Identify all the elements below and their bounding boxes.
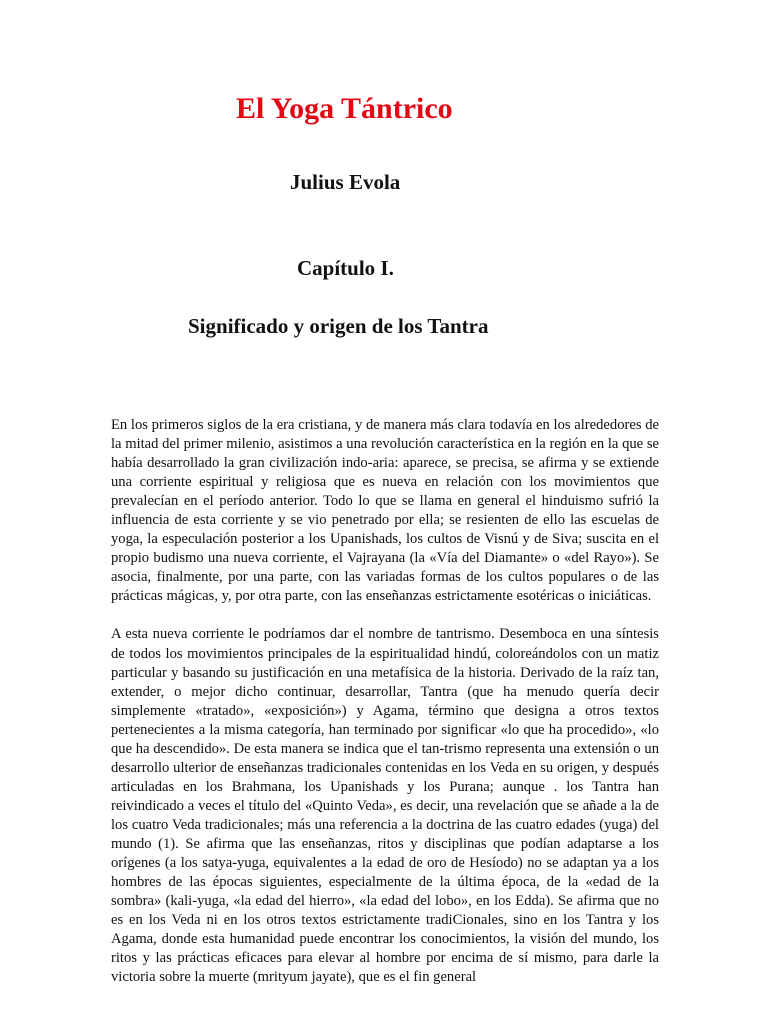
paragraph-2: A esta nueva corriente le podríamos dar el nombre de tantrismo. Desemboca en una síntesis de todos los movimientos principales de la espiritualidad hindú, coloreándolos con un matiz particular y basando su justificación en una metafísica de la historia. Derivado de la raíz tan, extender, o mejor dicho continuar, desarrollar, Tantra (que ha menudo quería decir simplemente «tratado», «exposición») y Agama, término que designa a otros textos pertenecientes a la misma categoría, han terminado por significar «lo que ha procedido», «lo que ha descendido». De esta manera se indica que el tan-trismo representa una extensión o un desarrollo ulterior de enseñanzas tradicionales contenidas en los Veda en su origen, y después articuladas en los Brahmana, los Upanishads y los Purana; aunque . los Tantra han reivindicado a veces el título del «Quinto Veda», es decir, una revelación que se añade a la de los cuatro Veda tradicionales; más una referencia a la doctrina de las cuatro edades (yuga) del mundo (1). Se afirma que las enseñanzas, ritos y disciplinas que podían adaptarse a los orígenes (a los satya-yuga, equivalentes a la edad de oro de Hesíodo) no se adaptan ya a los hombres de las épocas siguientes, especialmente de la última época, de la «edad de la sombra» (kali-yuga, «la edad del hierro», «la edad del lobo», en los Edda). Se afirma que no es en los Veda ni en los otros textos estrictamente tradiCionales, sino en los Tantra y los Agama, donde esta humanidad puede encontrar los conocimientos, la visión del mundo, los ritos y las prácticas eficaces para elevar al hombre por encima de sí mismo, para darle la victoria sobre la muerte (mrityum jayate), que es el fin general [111, 626, 659, 986]
chapter-heading: Capítulo I. [297, 256, 394, 280]
chapter-subtitle: Significado y origen de los Tantra [188, 314, 489, 338]
body-text [111, 416, 659, 987]
author-name: Julius Evola [290, 170, 401, 194]
paragraph-1: En los primeros siglos de la era cristiana, y de manera más clara todavía en los alrededores de la mitad del primer milenio, asistimos a una revolución característica en la región en la que se había desarrollado la gran civilización indo-aria: aparece, se precisa, se afirma y se extiende una corriente espiritual y religiosa que es nueva en relación con los movimientos que prevalecían en el período anterior. Todo lo que se llama en general el hinduismo sufrió la influencia de esta corriente y se vio penetrado por ella; se resienten de ello las escuelas de yoga, la especulación posterior a los Upanishads, los cultos de Visnú y de Siva; suscita en el propio budismo una nueva corriente, el Vajrayana (la «Vía del Diamante» o «del Rayo»). Se asocia, finalmente, por una parte, con las variadas formas de los cultos populares o de las prácticas mágicas, y, por otra parte, con las enseñanzas estrictamente esotéricas o iniciáticas. [111, 417, 659, 605]
document-title: El Yoga Tántrico [236, 92, 453, 125]
